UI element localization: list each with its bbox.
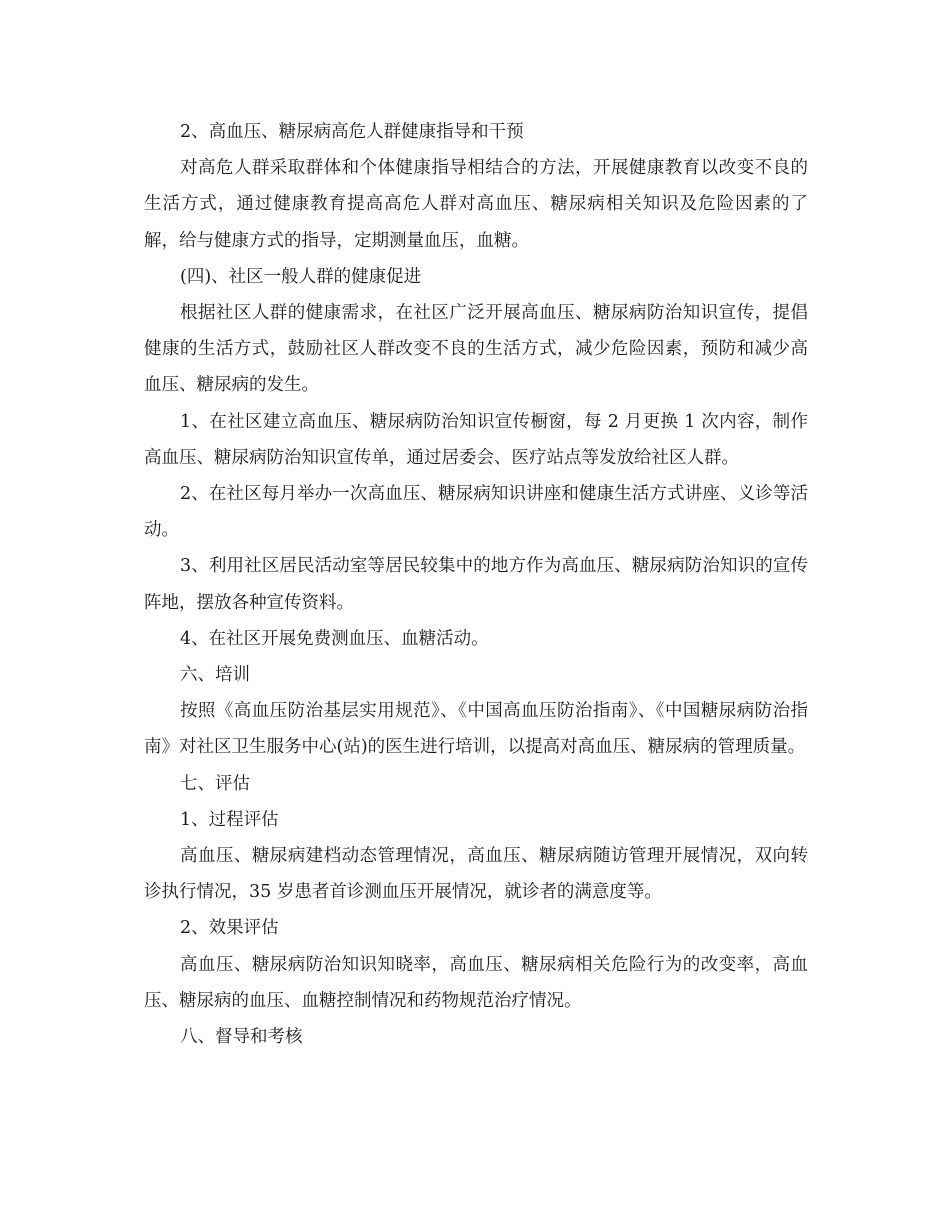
list-item: 2、在社区每月举办一次高血压、糖尿病知识讲座和健康生活方式讲座、义诊等活动。 — [144, 484, 808, 541]
list-item: 3、利用社区居民活动室等居民较集中的地方作为高血压、糖尿病防治知识的宣传阵地，摆放各种宣传资料。 — [144, 556, 808, 613]
document-page — [144, 114, 808, 1055]
list-item: 1、在社区建立高血压、糖尿病防治知识宣传橱窗，每 2 月更换 1 次内容，制作高血压、糖尿病防治知识宣传单，通过居委会、医疗站点等发放给社区人群。 — [144, 411, 808, 468]
section-heading: 八、督导和考核 — [180, 1027, 303, 1048]
subsection-heading: 1、过程评估 — [180, 809, 279, 830]
body-paragraph: 对高危人群采取群体和个体健康指导相结合的方法，开展健康教育以改变不良的生活方式，通过健康教育提高高危人群对高血压、糖尿病相关知识及危险因素的了解，给与健康方式的指导，定期测量血压，血糖。 — [144, 158, 808, 251]
section-heading: 六、培训 — [180, 665, 250, 686]
body-paragraph: 高血压、糖尿病建档动态管理情况，高血压、糖尿病随访管理开展情况，双向转诊执行情况，35 岁患者首诊测血压开展情况，就诊者的满意度等。 — [144, 846, 808, 903]
section-heading: (四)、社区一般人群的健康促进 — [180, 266, 422, 287]
section-heading: 2、高血压、糖尿病高危人群健康指导和干预 — [180, 122, 524, 142]
subsection-heading: 2、效果评估 — [180, 918, 279, 939]
body-paragraph: 高血压、糖尿病防治知识知晓率，高血压、糖尿病相关危险行为的改变率，高血压、糖尿病的血压、血糖控制情况和药物规范治疗情况。 — [144, 954, 808, 1011]
body-paragraph: 根据社区人群的健康需求，在社区广泛开展高血压、糖尿病防治知识宣传，提倡健康的生活方式，鼓励社区人群改变不良的生活方式，减少危险因素，预防和减少高血压、糖尿病的发生。 — [144, 303, 808, 396]
body-paragraph: 按照《高血压防治基层实用规范》、《中国高血压防治指南》、《中国糖尿病防治指南》对社区卫生服务中心(站)的医生进行培训，以提高对高血压、糖尿病的管理质量。 — [144, 701, 808, 758]
section-heading: 七、评估 — [180, 773, 250, 794]
list-item: 4、在社区开展免费测血压、血糖活动。 — [180, 628, 489, 649]
